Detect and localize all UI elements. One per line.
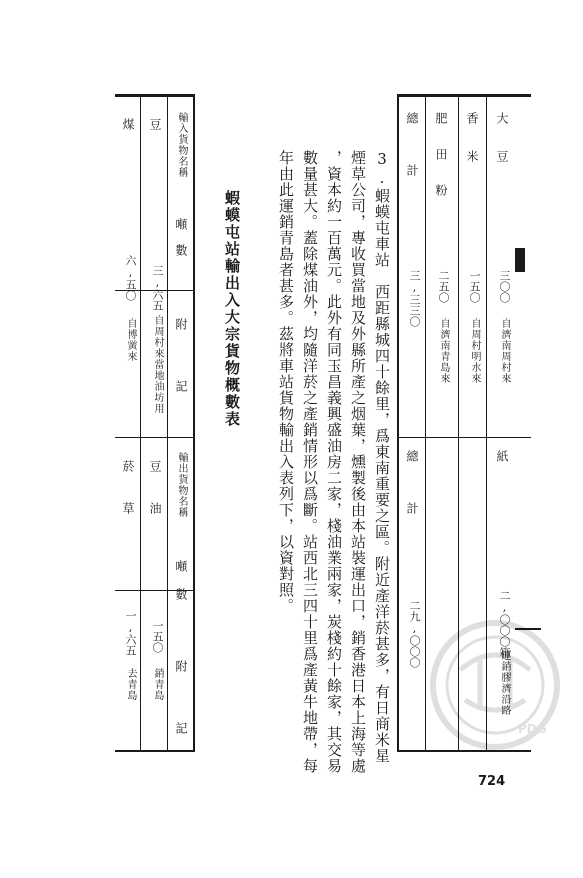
row-out-qty: 一,六五 — [124, 610, 137, 656]
body-line: 年由此運銷青島者甚多。茲將車站貨物輸出入表列下，以資對照。 — [277, 150, 295, 614]
header-in-name: 輸入貨物名稱 — [176, 112, 187, 178]
right-col-qty: 三,三三〇 — [408, 270, 421, 327]
right-col-remark: 自周村明水來 — [469, 318, 480, 384]
total-qty: 二九,〇〇〇 — [408, 600, 421, 668]
row-in-name: 豆 — [148, 118, 162, 130]
row-in-remark: 自周村來當地油坊用 — [152, 315, 163, 414]
row-out-name: 菸草 — [121, 460, 135, 544]
right-col-qty: 二五〇 — [437, 270, 450, 303]
row-out-qty: 一五〇 — [151, 620, 164, 653]
watermark-text: PDG — [518, 722, 547, 736]
right-table-left-border — [397, 94, 399, 752]
header-out-name: 輸出貨物名稱 — [176, 452, 187, 518]
left-table-right-border — [193, 94, 195, 752]
right-col-name: 香米 — [465, 112, 479, 188]
out-name: 紙 — [495, 450, 509, 462]
right-col-name: 大豆 — [495, 112, 509, 188]
body-line: 數量甚大。蓋除煤油外，均隨洋菸之產銷情形以爲斷。站西北三四十里爲產黃牛地帶，每 — [301, 150, 319, 774]
right-col-qty: 三〇〇 — [498, 270, 511, 303]
right-col-qty: 一五〇 — [468, 270, 481, 303]
row-in-remark: 自博黉來 — [125, 318, 136, 362]
right-col-name: 總計 — [405, 112, 419, 216]
row-in-qty: 六,五〇 — [124, 255, 137, 301]
row-out-name: 豆油 — [148, 460, 162, 544]
body-line: 煙草公司，專收買當地及外縣所產之烟葉，燻製後由本站裝運出口，銷香港日本上海等處 — [349, 150, 367, 774]
header-in-remark: 附記 — [174, 318, 188, 442]
row-in-name: 煤 — [121, 118, 135, 130]
page-number: 724 — [478, 774, 506, 789]
table-title: 蝦蟆屯站輸出入大宗貨物概數表 — [223, 190, 241, 428]
out-qty: 二,〇〇〇箱 — [498, 590, 511, 658]
right-col-remark: 自濟南青島來 — [438, 318, 449, 384]
body-line: 3.蝦蟆屯車站 西距縣城四十餘里，爲東南重要之區。附近產洋菸甚多，有日商米星 — [373, 150, 391, 764]
col-divider — [167, 94, 168, 752]
header-in-qty: 噸數 — [174, 218, 188, 270]
row-in-qty: 三,六五 — [151, 265, 164, 311]
out-remark: 運銷膠濟沿路 — [499, 650, 510, 716]
row-divider — [397, 437, 531, 438]
page-tab-mark — [515, 248, 525, 272]
body-line: ，資本約一百萬元。此外有同玉昌義興盛油房二家，棧油業兩家，炭棧約十餘家，其交易 — [325, 150, 343, 774]
right-col-remark: 自濟南周村來 — [499, 318, 510, 384]
header-out-qty: 噸數 — [174, 560, 188, 616]
col-divider — [140, 94, 141, 752]
right-col-name: 肥田粉 — [434, 112, 448, 220]
total-label: 總計 — [405, 450, 419, 554]
right-table-top-rule — [397, 94, 531, 97]
left-table-top-rule — [115, 94, 195, 97]
watermark-seal — [420, 610, 570, 760]
header-out-remark: 附記 — [174, 660, 188, 784]
row-out-remark: 去青島 — [125, 668, 136, 701]
row-out-remark: 銷青島 — [152, 668, 163, 701]
seal-icon — [420, 610, 570, 760]
